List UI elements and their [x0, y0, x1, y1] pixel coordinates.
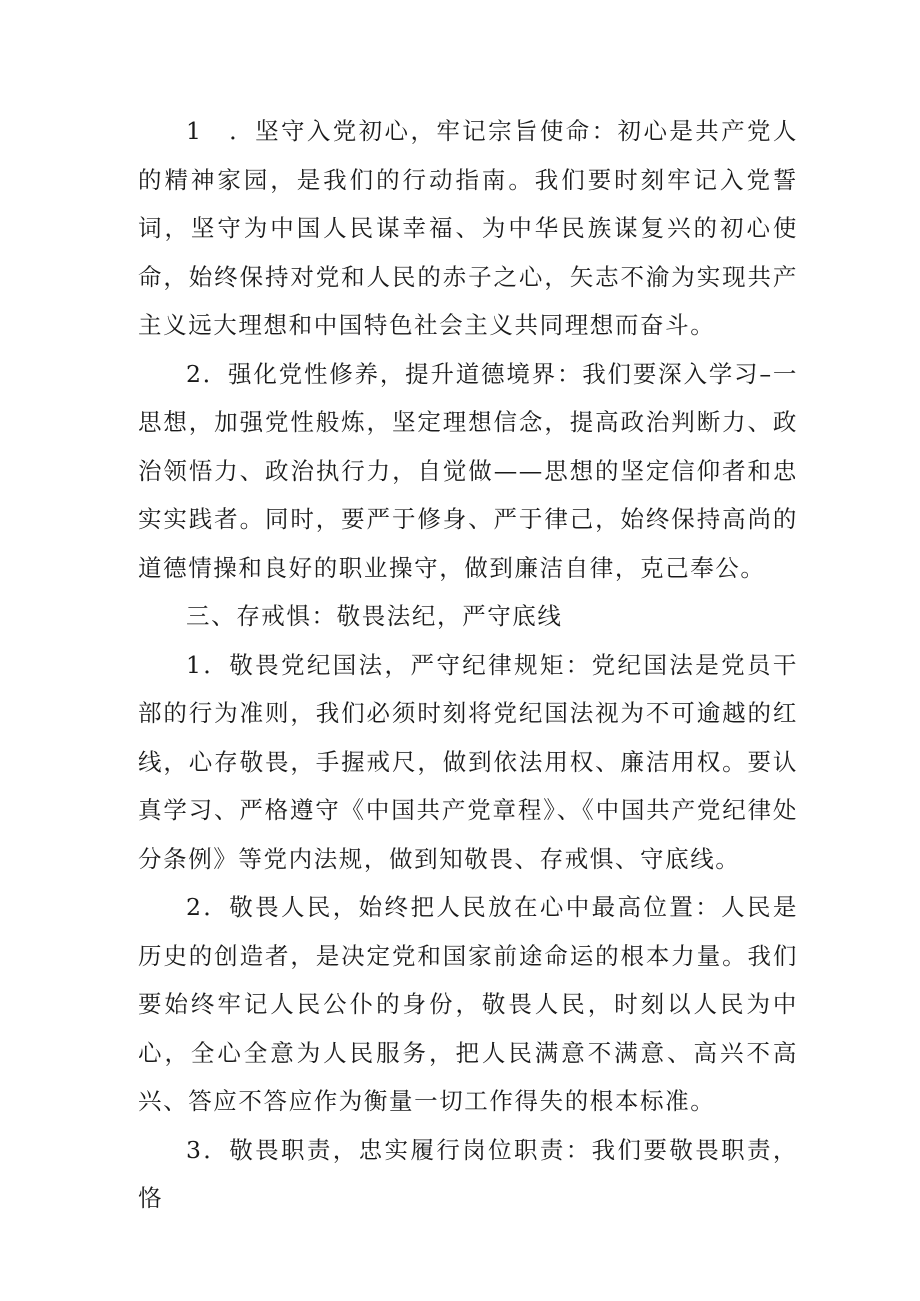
paragraph-revere-duties: 3．敬畏职责，忠实履行岗位职责：我们要敬畏职责，恪: [138, 1135, 798, 1212]
paragraph-revere-party-discipline: 1．敬畏党纪国法，严守纪律规矩：党纪国法是党员干部的行为准则，我们必须时刻将党纪国法视为不可逾越的红线，心存敬畏，手握戒尺，做到依法用权、廉洁用权。要认真学习、严格遵守《中国共产党章程》、《中国共产党纪律处分条例》等党内法规，做到知敬畏、存戒惧、守底线。: [138, 650, 798, 873]
paragraph-party-spirit-cultivation: 2．强化党性修养，提升道德境界：我们要深入学习–一思想，加强党性般炼，坚定理想信念，提高政治判断力、政治领悟力、政治执行力，自觉做——思想的坚定信仰者和忠实实践者。同时，要严于修身、严于律己，始终保持高尚的道德情操和良好的职业操守，做到廉洁自律，克己奉公。: [138, 359, 798, 582]
paragraph-uphold-original-aspiration: 1 ．坚守入党初心，牢记宗旨使命：初心是共产党人的精神家园，是我们的行动指南。我们要时刻牢记入党誓词，坚守为中国人民谋幸福、为中华民族谋复兴的初心使命，始终保持对党和人民的赤子之心，矢志不渝为实现共产主义远大理想和中国特色社会主义共同理想而奋斗。: [138, 117, 798, 339]
document-body: [138, 107, 798, 1223]
paragraph-revere-people: 2．敬畏人民，始终把人民放在心中最高位置：人民是历史的创造者，是决定党和国家前途命运的根本力量。我们要始终牢记人民公仆的身份，敬畏人民，时刻以人民为中心，全心全意为人民服务，把人民满意不满意、高兴不高兴、答应不答应作为衡量一切工作得失的根本标准。: [138, 893, 798, 1115]
section-heading-three: 三、存戒惧：敬畏法纪，严守底线: [186, 602, 563, 630]
